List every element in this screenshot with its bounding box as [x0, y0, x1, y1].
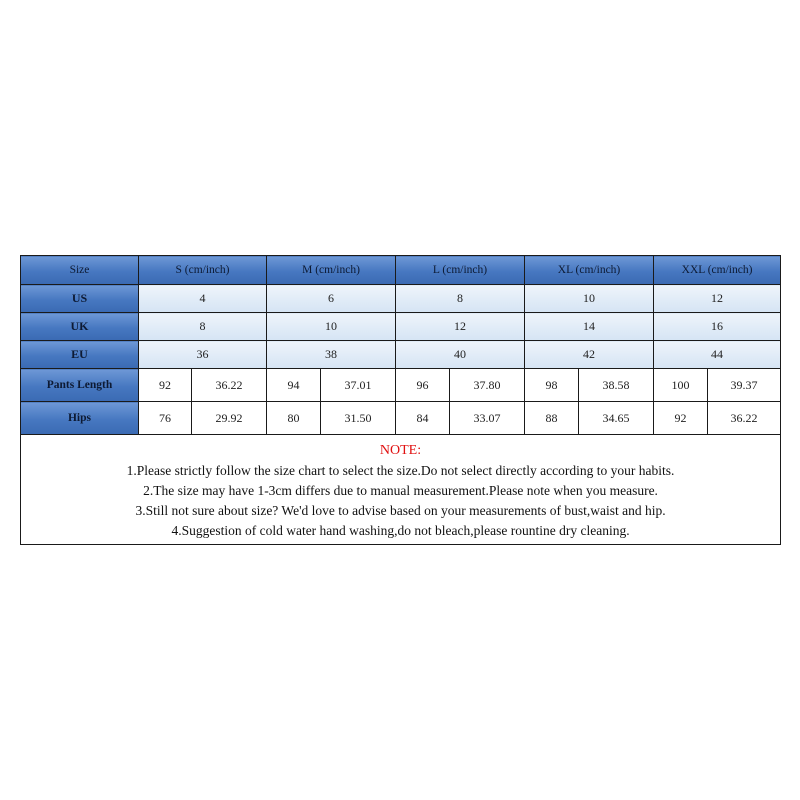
hips-s-inch: 29.92	[192, 402, 267, 435]
hips-row	[21, 402, 781, 435]
eu-row	[21, 341, 781, 369]
header-size-xxl: XXL (cm/inch)	[654, 256, 781, 285]
pants-length-s-inch: 36.22	[192, 369, 267, 402]
hips-s-cm: 76	[139, 402, 192, 435]
hips-xxl-cm: 92	[654, 402, 708, 435]
eu-label: EU	[21, 341, 139, 369]
hips-xl-inch: 34.65	[579, 402, 654, 435]
us-value-l: 8	[396, 285, 525, 313]
hips-xxl-inch: 36.22	[708, 402, 781, 435]
uk-value-l: 12	[396, 313, 525, 341]
note-line-4: 4.Suggestion of cold water hand washing,do not bleach,please rountine dry cleaning.	[171, 523, 630, 538]
header-size-m: M (cm/inch)	[267, 256, 396, 285]
note-title: NOTE:	[379, 443, 422, 458]
eu-value-s: 36	[139, 341, 267, 369]
us-value-xxl: 12	[654, 285, 781, 313]
uk-row	[21, 313, 781, 341]
hips-l-inch: 33.07	[450, 402, 525, 435]
eu-value-m: 38	[267, 341, 396, 369]
pants-length-m-inch: 37.01	[321, 369, 396, 402]
size-chart-table	[20, 255, 781, 545]
header-size-l: L (cm/inch)	[396, 256, 525, 285]
pants-length-xxl-inch: 39.37	[708, 369, 781, 402]
pants-length-l-cm: 96	[396, 369, 450, 402]
uk-value-s: 8	[139, 313, 267, 341]
pants-length-label: Pants Length	[21, 369, 139, 402]
pants-length-xl-inch: 38.58	[579, 369, 654, 402]
note-line-2: 2.The size may have 1-3cm differs due to manual measurement.Please note when you measure.	[143, 483, 658, 498]
uk-label: UK	[21, 313, 139, 341]
hips-xl-cm: 88	[525, 402, 579, 435]
hips-l-cm: 84	[396, 402, 450, 435]
uk-value-m: 10	[267, 313, 396, 341]
eu-value-xxl: 44	[654, 341, 781, 369]
note-row	[21, 435, 781, 545]
hips-m-cm: 80	[267, 402, 321, 435]
pants-length-xl-cm: 98	[525, 369, 579, 402]
uk-value-xxl: 16	[654, 313, 781, 341]
note-line-3: 3.Still not sure about size? We'd love to advise based on your measurements of bust,waist and hip.	[135, 503, 666, 518]
uk-value-xl: 14	[525, 313, 654, 341]
hips-m-inch: 31.50	[321, 402, 396, 435]
note-line-1: 1.Please strictly follow the size chart to select the size.Do not select directly according to your habits.	[126, 463, 675, 478]
pants-length-m-cm: 94	[267, 369, 321, 402]
eu-value-xl: 42	[525, 341, 654, 369]
pants-length-row	[21, 369, 781, 402]
us-value-s: 4	[139, 285, 267, 313]
note-cell	[21, 435, 781, 545]
header-size-xl: XL (cm/inch)	[525, 256, 654, 285]
pants-length-xxl-cm: 100	[654, 369, 708, 402]
header-row	[21, 256, 781, 285]
eu-value-l: 40	[396, 341, 525, 369]
us-label: US	[21, 285, 139, 313]
us-value-m: 6	[267, 285, 396, 313]
us-value-xl: 10	[525, 285, 654, 313]
header-size-s: S (cm/inch)	[139, 256, 267, 285]
hips-label: Hips	[21, 402, 139, 435]
pants-length-s-cm: 92	[139, 369, 192, 402]
us-row	[21, 285, 781, 313]
size-header-label: Size	[21, 256, 139, 285]
pants-length-l-inch: 37.80	[450, 369, 525, 402]
